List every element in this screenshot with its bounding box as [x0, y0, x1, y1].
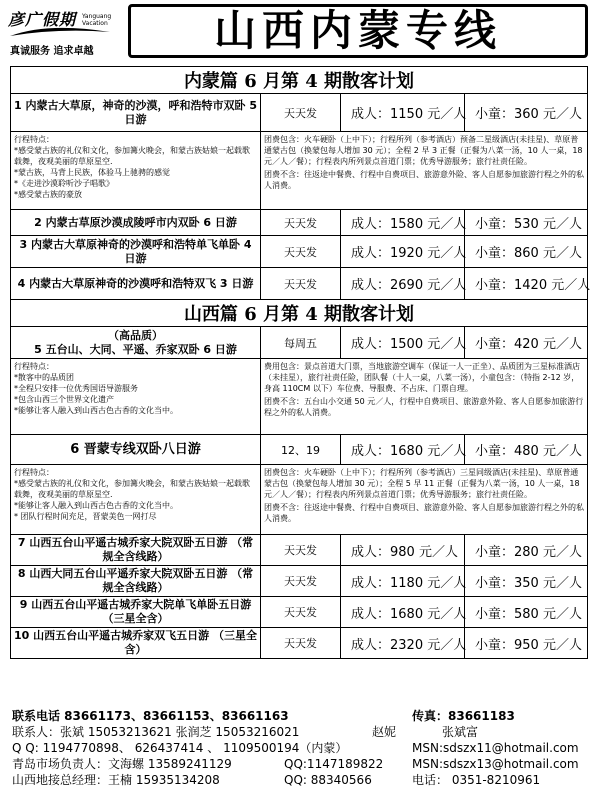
- route-features: [11, 132, 261, 210]
- company-logo: [4, 4, 122, 60]
- shanxi-manager: 山西地接总经理：王楠 15935134208: [12, 773, 220, 787]
- contact-phone: 联系电话 83661173、83661153、83661163: [12, 709, 289, 723]
- route-name: 3 内蒙古大草原神奇的沙漠呼和浩特单飞单卧 4 日游: [11, 236, 261, 268]
- route-features: [11, 359, 261, 435]
- route-frequency: 每周五: [261, 327, 341, 359]
- table-row: [11, 359, 588, 435]
- swoosh-icon: [8, 26, 112, 38]
- route-name: 6 晋蒙专线双卧八日游: [11, 435, 261, 465]
- route-fee-details: [261, 465, 588, 535]
- contact-person-3: 张斌富: [442, 725, 479, 739]
- feature-line: *包含山西三个世界文化遗产: [14, 395, 114, 404]
- fee-excluded: 团费不含：五台山小交通 50 元／人，行程中自费项目、旅游意外险、客人自愿参加旅游行程之外的私人消费。: [264, 397, 584, 417]
- table-row: [11, 435, 588, 465]
- child-price: 小童：1420 元／人: [465, 268, 588, 300]
- banner-title: 山西内蒙专线: [128, 4, 588, 58]
- tour-price-table: [10, 66, 591, 659]
- route-features: [11, 465, 261, 535]
- route-frequency: 天天发: [261, 597, 341, 628]
- feature-line: 行程特点：: [14, 135, 54, 144]
- route-name: 10 山西五台山平遥古城乔家双飞五日游 （三星全含）: [11, 628, 261, 659]
- child-price: 小童：530 元／人: [465, 210, 588, 236]
- adult-price: 成人：1680 元／人: [341, 435, 465, 465]
- route-name: 1 内蒙古大草原，神奇的沙漠，呼和浩特市双卧 5 日游: [11, 94, 261, 132]
- feature-line: *感受蒙古族的豪放: [14, 190, 82, 199]
- contact-msn-1: MSN:sdszx11@hotmail.com: [412, 741, 579, 755]
- table-row: [11, 132, 588, 210]
- adult-price: 成人：980 元／人: [341, 535, 465, 566]
- contact-people: 联系人：张斌 15053213621 张润芝 15053216021: [12, 725, 300, 739]
- child-price: 小童：360 元／人: [465, 94, 588, 132]
- table-row: [11, 94, 588, 132]
- adult-price: 成人：1150 元／人: [341, 94, 465, 132]
- logo-name: 彦广假期: [8, 10, 77, 29]
- logo-english: Yanguang Vacation: [82, 13, 112, 27]
- adult-price: 成人：2690 元／人: [341, 268, 465, 300]
- route-frequency: 天天发: [261, 628, 341, 659]
- route-fee-details: [261, 359, 588, 435]
- fee-included: 团费包含：火车硬卧（上中下）；行程所列（参考酒店）三星同级酒店(未挂星)、草原普通蒙古包（换蒙包每人增加 30 元）；全程 5 早 11 正餐（正餐为八菜一汤，10 人一桌，18 元／人／餐）；行程表内所列景点首道门票；优秀导游服务；旅行社责任险。: [264, 468, 580, 499]
- section-title: 山西篇 6 月第 4 期散客计划: [11, 300, 588, 327]
- adult-price: 成人：1680 元／人: [341, 597, 465, 628]
- shanxi-tel: 电话： 0351-8210961: [412, 773, 541, 787]
- route-name: 2 内蒙古草原沙漠成陵呼市内双卧 6 日游: [11, 210, 261, 236]
- qingdao-manager: 青岛市场负责人：文海螺 13589241129: [12, 757, 232, 771]
- logo-slogan: 真诚服务 追求卓越: [10, 46, 94, 57]
- feature-line: *蒙古族，马背上民族，体验马上驰骋的感觉: [14, 168, 170, 177]
- contact-person-2: 赵妮: [372, 725, 397, 739]
- table-row: [11, 268, 588, 300]
- contact-line: [12, 708, 587, 724]
- contact-line: [12, 724, 587, 740]
- adult-price: 成人：1920 元／人: [341, 236, 465, 268]
- table-row: [11, 465, 588, 535]
- header: [4, 4, 591, 60]
- route-frequency: 12、19: [261, 435, 341, 465]
- adult-price: 成人：1500 元／人: [341, 327, 465, 359]
- fee-excluded: 团费不含：往返途中餐费、行程中自费项目、旅游意外险、客人自愿参加旅游行程之外的私人消费。: [264, 170, 584, 190]
- feature-line: 行程特点：: [14, 362, 54, 371]
- child-price: 小童：480 元／人: [465, 435, 588, 465]
- feature-line: *能够让客人融入到山西古色古香的文化当中。: [14, 501, 178, 510]
- feature-line: *能够让客人融入到山西古色古香的文化当中。: [14, 406, 178, 415]
- section-title-row: [11, 67, 588, 94]
- adult-price: 成人：2320 元／人: [341, 628, 465, 659]
- section-title: 内蒙篇 6 月第 4 期散客计划: [11, 67, 588, 94]
- route-frequency: 天天发: [261, 236, 341, 268]
- table-row: [11, 535, 588, 566]
- fee-excluded: 团费不含：往返途中餐费、行程中自费项目、旅游意外险、客人自愿参加旅游行程之外的私人消费。: [264, 503, 584, 523]
- adult-price: 成人：1580 元／人: [341, 210, 465, 236]
- child-price: 小童：950 元／人: [465, 628, 588, 659]
- contact-block: [12, 708, 587, 788]
- route-name: 7 山西五台山平遥古城乔家大院双卧五日游 （常规全含线路）: [11, 535, 261, 566]
- feature-line: *感受蒙古族的礼仪和文化，参加篝火晚会，和蒙古族姑娘一起载歌载舞，夜观美丽的草原星空.: [14, 479, 250, 499]
- feature-line: * 团队行程时间充足，晋蒙美色一网打尽: [14, 512, 157, 521]
- route-frequency: 天天发: [261, 94, 341, 132]
- adult-price: 成人：1180 元／人: [341, 566, 465, 597]
- table-row: [11, 210, 588, 236]
- contact-line: [12, 756, 587, 772]
- child-price: 小童：350 元／人: [465, 566, 588, 597]
- table-row: [11, 236, 588, 268]
- route-fee-details: [261, 132, 588, 210]
- contact-msn-2: MSN:sdszx13@hotmail.com: [412, 757, 579, 771]
- route-name: 9 山西五台山平遥古城乔家大院单飞单卧五日游 （三星全含）: [11, 597, 261, 628]
- feature-line: *《走进沙漠聆听沙子唱歌》: [14, 179, 114, 188]
- child-price: 小童：420 元／人: [465, 327, 588, 359]
- qingdao-qq: QQ:1147189822: [284, 757, 384, 771]
- child-price: 小童：860 元／人: [465, 236, 588, 268]
- feature-line: 行程特点：: [14, 468, 54, 477]
- child-price: 小童：280 元／人: [465, 535, 588, 566]
- feature-line: *全程只安排一位优秀国语导游服务: [14, 384, 138, 393]
- contact-fax: 传真：83661183: [412, 709, 515, 723]
- route-frequency: 天天发: [261, 566, 341, 597]
- table-row: [11, 597, 588, 628]
- shanxi-qq: QQ: 88340566: [284, 773, 372, 787]
- route-quality-tag: （高品质）: [108, 328, 163, 342]
- child-price: 小童：580 元／人: [465, 597, 588, 628]
- section-title-row: [11, 300, 588, 327]
- table-row: [11, 566, 588, 597]
- contact-line: [12, 772, 587, 788]
- feature-line: *感受蒙古族的礼仪和文化，参加篝火晚会，和蒙古族姑娘一起载歌载舞，夜观美丽的草原星空.: [14, 146, 250, 166]
- route-name: 8 山西大同五台山平遥乔家大院双卧五日游 （常规全含线路）: [11, 566, 261, 597]
- fee-included: 费用包含：景点首道大门票，当地旅游空调车（保证一人一正坐）、品质团为三星标准酒店（未挂星），旅行社责任险，团队餐（十人一桌，八菜一汤），小童包含：（特指 2-12 岁，身高 110CM 以下）车位费、导服费、不占床、门票自理。: [264, 362, 580, 393]
- contact-line: [12, 740, 587, 756]
- route-frequency: 天天发: [261, 210, 341, 236]
- route-name: [11, 327, 261, 359]
- route-name: 4 内蒙古大草原神奇的沙漠呼和浩特双飞 3 日游: [11, 268, 261, 300]
- contact-qq: Q Q: 1194770898、 626437414 、 1109500194（内蒙）: [12, 741, 348, 755]
- table-row: [11, 628, 588, 659]
- route-frequency: 天天发: [261, 268, 341, 300]
- route-frequency: 天天发: [261, 535, 341, 566]
- route-name-text: 5 五台山、大同、平遥、乔家双卧 6 日游: [34, 342, 237, 356]
- fee-included: 团费包含：火车硬卧（上中下）；行程所列（参考酒店）预备二星级酒店(未挂星)、草原普通蒙古包（换蒙包每人增加 30 元）；全程 2 早 3 正餐（正餐为八菜一汤，10 人一桌，18 元／人／餐）；行程表内所列景点首道门票；优秀导游服务；旅行社责任险。: [264, 135, 583, 166]
- table-row: [11, 327, 588, 359]
- feature-line: *散客中的品质团: [14, 373, 74, 382]
